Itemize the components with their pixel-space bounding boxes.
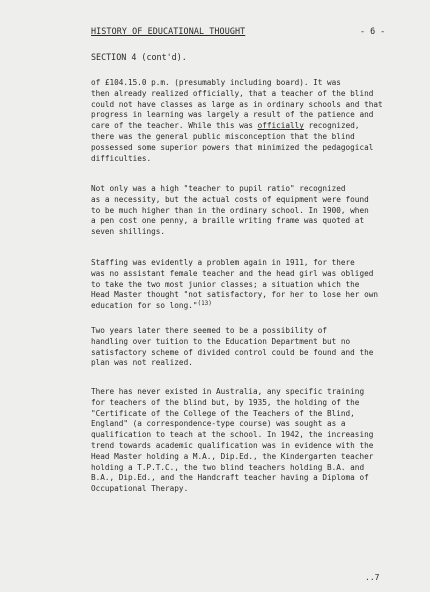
paragraph-line-with-footnote [91,301,378,312]
paragraph-3 [91,258,378,312]
underlined-word: officially [257,121,304,131]
paragraph-line: "Certificate of the College of the Teachers of the Blind, [91,408,355,418]
document-title: HISTORY OF EDUCATIONAL THOUGHT [91,26,246,36]
paragraph-1 [91,78,383,164]
paragraph-line: seven shillings. [91,227,166,237]
line-text: care of the teacher. While this was [91,121,258,131]
paragraph-line: Head Master thought "not satisfactory, for her to lose her own [91,290,378,300]
continuation-marker: ..7 [365,573,380,582]
line-text: education for so long." [91,301,198,311]
paragraph-line: there was the general public misconception that the blind [91,131,355,141]
paragraph-line: Not only was a high "teacher to pupil ratio" recognized [91,184,346,193]
paragraph-line: as a necessity, but the actual costs of equipment were found [91,194,369,204]
paragraph-line: to be much higher than in the ordinary school. In 1900, when [91,205,369,215]
paragraph-line: then already realized officially, that a teacher of the blind [91,88,374,98]
paragraph-line: difficulties. [91,153,152,163]
paragraph-line: Two years later there seemed to be a possibility of [91,326,328,335]
paragraph-5 [91,387,373,495]
page-number: - 6 - [360,26,386,36]
paragraph-line: England" (a correspondence-type course) was sought as a [91,419,346,429]
paragraph-line: qualification to teach at the school. In 1942, the increasing [91,430,374,440]
paragraph-line: possessed some superior powers that minimized the pedagogical [91,142,374,152]
paragraph-line: for teachers of the blind but, by 1935, the holding of the [91,397,360,407]
paragraph-line: could not have classes as large as in ordinary schools and that [91,99,383,109]
paragraph-line: B.A., Dip.Ed., and the Handcraft teacher having a Diploma of [91,473,369,483]
paragraph-line: trend towards academic qualification was in evidence with the [91,440,374,450]
paragraph-line: of £104.15.0 p.m. (presumably including board). It was [91,78,341,87]
paragraph-line: Occupational Therapy. [91,484,189,494]
line-text-after: recognized, [303,121,360,131]
paragraph-4 [91,326,373,369]
paragraph-line: was no assistant female teacher and the head girl was obliged [91,268,374,278]
paragraph-line: progress in learning was largely a result of the patience and [91,110,374,120]
section-heading: SECTION 4 (cont'd). [91,52,187,62]
paragraph-line: plan was not realized. [91,358,193,368]
paragraph-2 [91,184,369,238]
paragraph-line: to take the two most junior classes; a situation which the [91,279,360,289]
paragraph-line: holding a T.P.T.C., the two blind teachers holding B.A. and [91,462,365,472]
paragraph-line: There has never existed in Australia, any specific training [91,387,365,396]
footnote-marker: (13) [197,300,212,308]
paragraph-line-with-underline [91,121,383,132]
paragraph-line: Staffing was evidently a problem again in 1911, for there [91,258,355,267]
paragraph-line: a pen cost one penny, a braille writing frame was quoted at [91,216,365,226]
paragraph-line: Head Master holding a M.A., Dip.Ed., the Kindergarten teacher [91,451,374,461]
paragraph-line: handling over tuition to the Education Department but no [91,336,351,346]
paragraph-line: satisfactory scheme of divided control could be found and the [91,347,374,357]
